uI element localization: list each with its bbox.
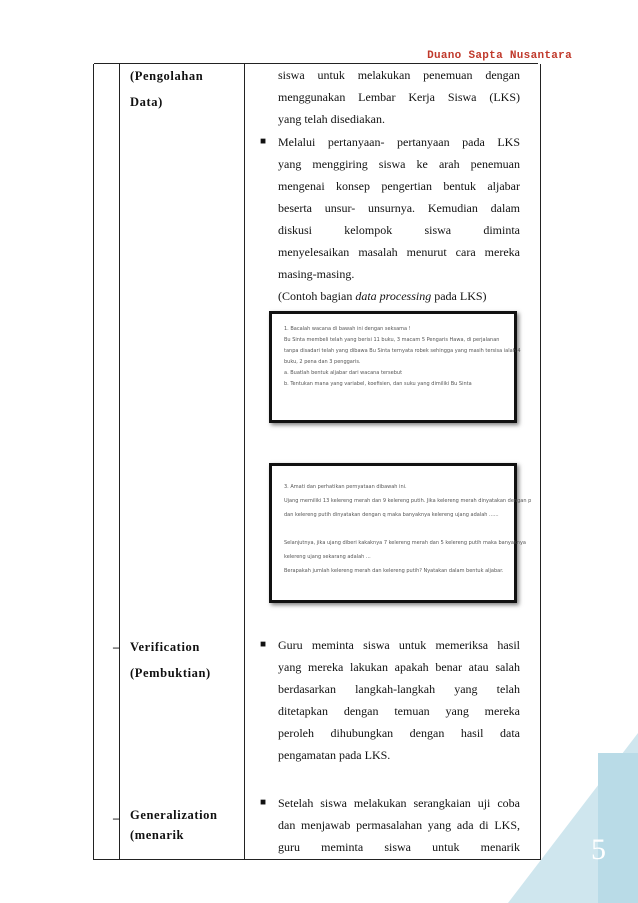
bullet-icon: ■ [260,797,267,808]
lks-image-2 [269,463,532,603]
text-line: yang menggiring siswa ke arah penemuan [278,157,520,171]
lks-line: 1. Bacalah wacana di bawah ini dengan seksama ! [284,326,411,332]
lks-line: kelereng ujang sekarang adalah ... [284,554,371,560]
lks-line: 3. Amati dan perhatikan pernyataan dibawah ini. [284,484,407,490]
text-line: yang mereka lakukan apakah benar atau salah [278,660,520,674]
stage-processing-line-2: Data) [130,95,163,109]
lks-line: tanpa disadari telah yang dibawa Bu Sinta ternyata robek sehingga yang masih tersisa ialah 4 [284,348,521,354]
text-line: Melalui pertanyaan- pertanyaan pada LKS [278,135,520,149]
lks-image-1 [269,311,521,423]
lks-line: buku, 2 pena dan 3 penggaris. [284,359,361,365]
lks-line: a. Buatlah bentuk aljabar dari wacana tersebut [284,370,403,376]
example-prefix: (Contoh bagian [278,289,353,303]
table-divider-1 [119,64,120,860]
corner-decoration-strip [598,753,638,903]
lks-line: Bu Sinta membeli telah yang berisi 11 buku, 3 macam 5 Pengaris Hawa, di perjalanan [284,337,500,343]
text-line: pengamatan pada LKS. [278,748,391,762]
verification-bullet [260,634,520,766]
stage-generalization-line-2: (menarik [130,828,185,842]
lks-line: Berapakah jumlah kelereng merah dan kelereng putih? Nyatakan dalam bentuk aljabar. [284,568,504,574]
text-line: berdasarkan langkah-langkah yang telah [278,682,520,696]
text-line: Setelah siswa melakukan serangkaian uji coba [278,796,520,810]
text-line: menggunakan Lembar Kerja Siswa (LKS) [278,90,520,104]
text-line: peroleh dihubungkan dengan hasil data [278,726,520,740]
text-line: beserta unsur- unsurnya. Kemudian dalam [278,201,520,215]
text-line: Guru meminta siswa untuk memeriksa hasil [278,638,520,652]
text-line: dan menjawab permasalahan yang ada di LKS, [278,818,520,832]
bullet-icon: ■ [260,639,267,650]
lks-line: dan kelereng putih dinyatakan dengan q maka banyaknya kelereng ujang adalah ...... [284,512,499,518]
text-line: menyelesaikan masalah menurut cara mereka [278,245,520,259]
lks-line: b. Tentukan mana yang variabel, koefisien, dan suku yang dimiliki Bu Sinta [284,381,472,387]
example-caption [278,285,520,307]
dash-icon: – [113,811,120,825]
text-line: masing-masing. [278,267,355,281]
lks-line [284,522,502,536]
stage-processing [130,63,203,115]
bullet-icon: ■ [260,136,267,147]
example-italic: data processing [355,289,432,303]
lks-line: Selanjutnya, jika ujang diberi kakaknya 7 kelereng merah dan 5 kelereng putih maka banyaknya [284,540,526,546]
example-suffix: pada LKS) [434,289,487,303]
stage-generalization-line-1: Generalization [130,808,218,822]
processing-bullet [260,131,520,307]
table-divider-2 [244,64,245,860]
page-header-author: Duano Sapta Nusantara [427,50,572,62]
generalization-bullet [260,792,520,858]
stage-processing-line-1: (Pengolahan [130,69,204,83]
lks-line: Ujang memiliki 13 kelereng merah dan 9 kelereng putih. Jika kelereng merah dinyatakan dengan p [284,498,532,504]
text-line: yang telah disediakan. [278,112,385,126]
page-number: 5 [591,833,606,866]
text-line: mengenai konsep pengertian bentuk aljabar [278,179,520,193]
text-line: siswa untuk melakukan penemuan dengan [278,68,520,82]
processing-intro [278,64,520,130]
dash-icon: – [113,640,120,654]
stage-generalization [113,805,218,845]
text-line: ditetapkan dengan temuan yang mereka [278,704,520,718]
stage-verification-line-2: (Pembuktian) [130,666,211,680]
text-line: guru meminta siswa untuk menarik [278,840,520,854]
stage-verification-line-1: Verification [130,640,200,654]
stage-verification [113,634,211,686]
text-line: diskusi kelompok siswa diminta [278,223,520,237]
